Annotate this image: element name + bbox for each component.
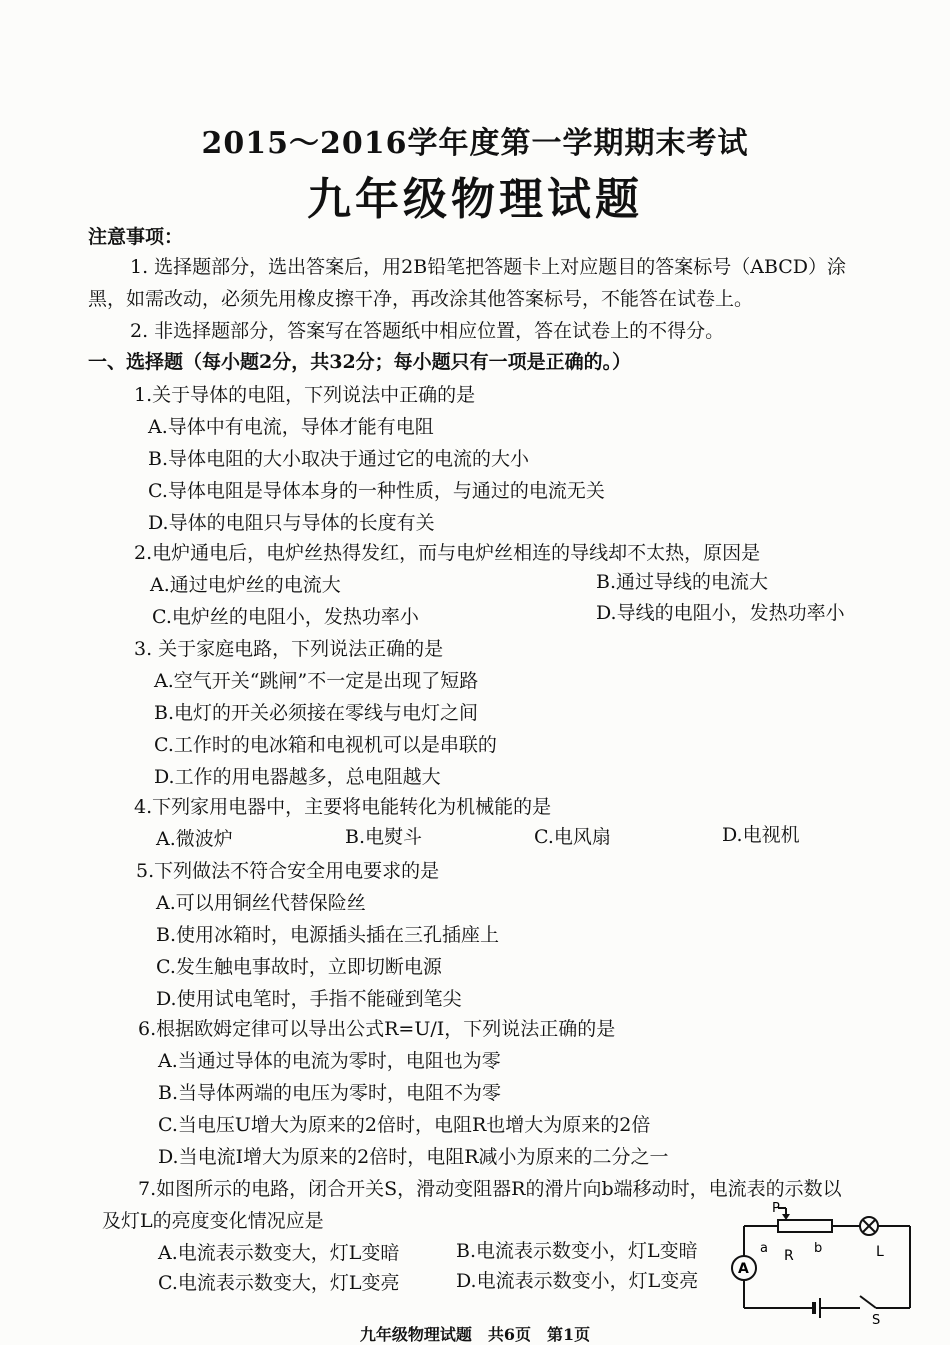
question-4-option-c: C.电风扇	[534, 826, 611, 848]
question-5-option-c: C.发生触电事故时，立即切断电源	[156, 956, 442, 978]
question-2-option-b: B.通过导线的电流大	[596, 571, 769, 593]
label-r: R	[784, 1248, 794, 1264]
circuit-diagram	[726, 1196, 926, 1326]
notice-heading: 注意事项：	[88, 226, 184, 248]
question-1-option-a: A.导体中有电流，导体才能有电阻	[148, 416, 434, 438]
question-2-stem: 2.电炉通电后，电炉丝热得发红，而与电炉丝相连的导线却不太热，原因是	[134, 542, 761, 564]
question-7-option-a: A.电流表示数变大，灯L变暗	[158, 1242, 400, 1264]
section-heading: 一、选择题（每小题2分，共32分；每小题只有一项是正确的。）	[88, 351, 632, 373]
label-ammeter: A	[738, 1261, 749, 1277]
exam-subject-title: 九年级物理试题	[307, 174, 643, 225]
question-7-stem: 7.如图所示的电路，闭合开关S，滑动变阻器R的滑片向b端移动时，电流表的示数以	[138, 1178, 842, 1200]
page-footer: 九年级物理试题 共6页 第1页	[359, 1325, 591, 1344]
question-6-option-c: C.当电压U增大为原来的2倍时，电阻R也增大为原来的2倍	[158, 1114, 651, 1136]
notice-item-2: 2. 非选择题部分，答案写在答题纸中相应位置，答在试卷上的不得分。	[130, 320, 725, 342]
question-1-option-b: B.导体电阻的大小取决于通过它的电流的大小	[148, 448, 530, 470]
question-5-option-d: D.使用试电笔时，手指不能碰到笔尖	[156, 988, 462, 1010]
question-3-option-b: B.电灯的开关必须接在零线与电灯之间	[154, 702, 479, 724]
label-p: P	[772, 1201, 780, 1216]
question-4-option-a: A.微波炉	[156, 828, 233, 850]
question-6-option-b: B.当导体两端的电压为零时，电阻不为零	[158, 1082, 502, 1104]
question-4-stem: 4.下列家用电器中，主要将电能转化为机械能的是	[134, 796, 552, 818]
notice-item-1-cont: 黑，如需改动，必须先用橡皮擦干净，再改涂其他答案标号，不能答在试卷上。	[88, 288, 754, 310]
question-7-option-c: C.电流表示数变大，灯L变亮	[158, 1272, 400, 1294]
switch-icon	[860, 1296, 876, 1308]
question-7-stem-cont: 及灯L的亮度变化情况应是	[102, 1210, 324, 1232]
question-6-stem: 6.根据欧姆定律可以导出公式R=U/I，下列说法正确的是	[138, 1018, 616, 1040]
notice-item-1: 1. 选择题部分，选出答案后，用2B铅笔把答题卡上对应题目的答案标号（ABCD）涂	[130, 256, 847, 278]
question-5-option-a: A.可以用铜丝代替保险丝	[156, 892, 366, 914]
question-5-option-b: B.使用冰箱时，电源插头插在三孔插座上	[156, 924, 500, 946]
question-6-option-a: A.当通过导体的电流为零时，电阻也为零	[158, 1050, 501, 1072]
question-7-option-d: D.电流表示数变小，灯L变亮	[456, 1270, 699, 1292]
question-2-option-a: A.通过电炉丝的电流大	[150, 574, 341, 596]
label-s: S	[872, 1313, 881, 1326]
question-1-option-d: D.导体的电阻只与导体的长度有关	[148, 512, 435, 534]
question-7-option-b: B.电流表示数变小，灯L变暗	[456, 1240, 698, 1262]
rheostat-icon	[778, 1220, 832, 1232]
exam-term-title: 2015～2016学年度第一学期期末考试	[201, 126, 749, 161]
question-2-option-c: C.电炉丝的电阻小，发热功率小	[152, 606, 419, 628]
question-4-option-b: B.电熨斗	[345, 826, 423, 848]
label-b: b	[814, 1241, 823, 1256]
label-l: L	[876, 1244, 884, 1260]
question-3-stem: 3. 关于家庭电路，下列说法正确的是	[134, 638, 444, 660]
question-2-option-d: D.导线的电阻小，发热功率小	[596, 602, 845, 624]
question-1-option-c: C.导体电阻是导体本身的一种性质，与通过的电流无关	[148, 480, 605, 502]
question-3-option-d: D.工作的用电器越多，总电阻越大	[154, 766, 441, 788]
question-4-option-d: D.电视机	[722, 824, 800, 846]
question-1-stem: 1.关于导体的电阻，下列说法中正确的是	[134, 384, 476, 406]
question-3-option-c: C.工作时的电冰箱和电视机可以是串联的	[154, 734, 497, 756]
question-3-option-a: A.空气开关“跳闸”不一定是出现了短路	[154, 670, 479, 692]
question-6-option-d: D.当电流I增大为原来的2倍时，电阻R减小为原来的二分之一	[158, 1146, 669, 1168]
label-a: a	[760, 1241, 768, 1256]
question-5-stem: 5.下列做法不符合安全用电要求的是	[136, 860, 440, 882]
